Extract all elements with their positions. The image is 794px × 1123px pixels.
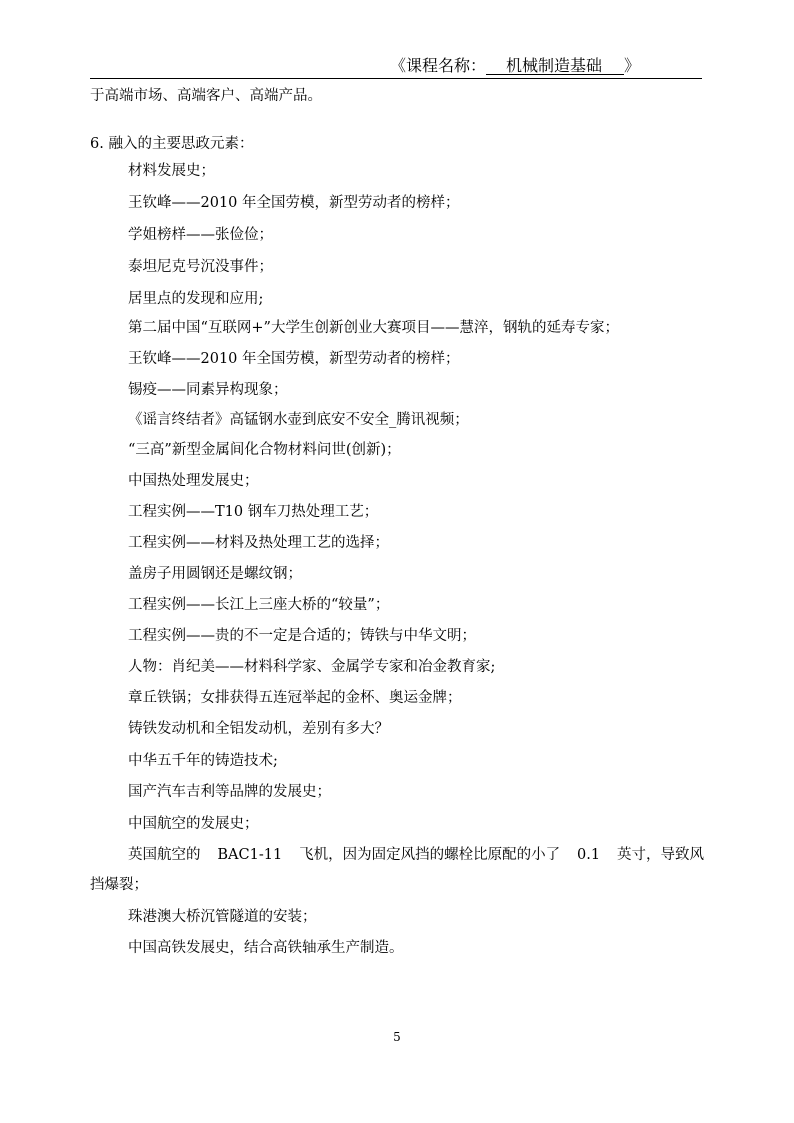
list-item: 工程实例——T10 钢车刀热处理工艺； xyxy=(128,504,379,520)
page-header xyxy=(90,56,702,79)
course-title xyxy=(390,56,640,76)
list-item: 中国航空的发展史； xyxy=(128,816,259,832)
page-number: 5 xyxy=(393,1030,401,1044)
list-item: 材料发展史； xyxy=(128,163,215,179)
list-item: 王钦峰——2010 年全国劳模，新型劳动者的榜样； xyxy=(128,351,460,367)
list-item: 锡疫——同素异构现象； xyxy=(128,382,288,398)
course-title-suffix: 》 xyxy=(623,56,640,75)
section-heading: 6. 融入的主要思政元素： xyxy=(90,136,254,152)
list-item: 工程实例——贵的不一定是合适的；铸铁与中华文明； xyxy=(128,628,476,644)
list-item: “三高”新型金属间化合物材料问世(创新)； xyxy=(128,442,401,458)
wrapped-item-line1 xyxy=(128,845,704,865)
list-item: 王钦峰——2010 年全国劳模，新型劳动者的榜样； xyxy=(128,195,460,211)
text-run: 0.1 xyxy=(577,847,601,863)
list-item: 国产汽车吉利等品牌的发展史； xyxy=(128,784,331,800)
list-item: 盖房子用圆钢还是螺纹钢； xyxy=(128,566,302,582)
list-item: 中华五千年的铸造技术; xyxy=(128,753,278,769)
list-item: 工程实例——材料及热处理工艺的选择； xyxy=(128,535,389,551)
list-item: 中国高铁发展史，结合高铁轴承生产制造。 xyxy=(128,940,404,956)
list-item: 泰坦尼克号沉没事件； xyxy=(128,259,273,275)
list-item: 珠港澳大桥沉管隧道的安装； xyxy=(128,909,317,925)
text-run: BAC1-11 xyxy=(217,847,283,863)
list-item: 《谣言终结者》高锰钢水壶到底安不安全_腾讯视频； xyxy=(128,412,469,428)
continuation-text: 于高端市场、高端客户、高端产品。 xyxy=(90,88,322,104)
text-run: 英寸，导致风 xyxy=(616,847,704,863)
list-item: 学姐榜样——张俭俭； xyxy=(128,227,273,243)
text-run: 英国航空的 xyxy=(128,847,201,863)
wrapped-item-line2: 挡爆裂； xyxy=(90,877,148,893)
list-item: 人物：肖纪美——材料科学家、金属学专家和冶金教育家; xyxy=(128,659,496,675)
list-item: 章丘铁锅；女排获得五连冠举起的金杯、奥运金牌； xyxy=(128,690,462,706)
course-name: 机械制造基础 xyxy=(486,57,624,75)
text-run: 飞机，因为固定风挡的螺栓比原配的小了 xyxy=(299,847,561,863)
list-item: 居里点的发现和应用; xyxy=(128,291,264,307)
list-item: 第二届中国“互联网+”大学生创新创业大赛项目——慧淬，钢轨的延寿专家； xyxy=(128,320,619,336)
list-item: 工程实例——长江上三座大桥的“较量”； xyxy=(128,597,390,613)
document-body xyxy=(90,86,704,986)
course-title-prefix: 《课程名称： xyxy=(389,56,486,75)
list-item: 铸铁发动机和全铝发动机，差别有多大？ xyxy=(128,721,389,737)
list-item: 中国热处理发展史； xyxy=(128,473,259,489)
